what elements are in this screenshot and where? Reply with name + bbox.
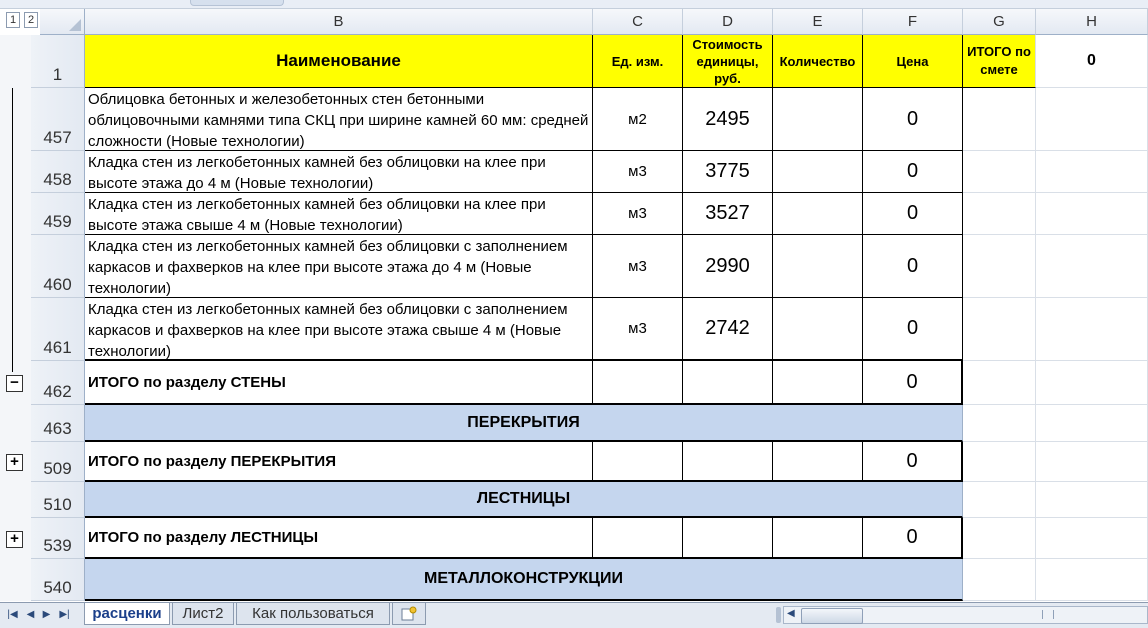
empty-cell[interactable] (963, 559, 1036, 601)
section-total-price-cell[interactable]: 0 (863, 518, 963, 559)
expand-group-button[interactable]: + (6, 531, 23, 548)
empty-cell[interactable] (963, 405, 1036, 442)
section-total-label-cell[interactable]: ИТОГО по разделу ЛЕСТНИЦЫ (85, 518, 593, 559)
empty-cell[interactable] (963, 361, 1036, 405)
empty-cell[interactable] (683, 361, 773, 405)
empty-cell[interactable] (963, 442, 1036, 482)
empty-cell[interactable] (773, 361, 863, 405)
item-unit-cell[interactable]: м3 (593, 235, 683, 298)
empty-cell[interactable] (773, 518, 863, 559)
section-total-label-cell[interactable]: ИТОГО по разделу СТЕНЫ (85, 361, 593, 405)
empty-cell[interactable] (593, 518, 683, 559)
empty-cell[interactable] (1036, 482, 1148, 518)
column-header-f[interactable]: F (863, 9, 963, 35)
section-total-label-cell[interactable]: ИТОГО по разделу ПЕРЕКРЫТИЯ (85, 442, 593, 482)
empty-cell[interactable] (963, 482, 1036, 518)
last-sheet-icon[interactable]: ▶| (59, 609, 70, 620)
item-quantity-cell[interactable] (773, 298, 863, 361)
empty-cell[interactable] (1036, 442, 1148, 482)
item-unit-cell[interactable]: м3 (593, 193, 683, 235)
item-cost-cell[interactable]: 3527 (683, 193, 773, 235)
sheet-tab-bar (0, 602, 1148, 628)
empty-cell[interactable] (963, 193, 1036, 235)
header-price-cell[interactable]: Цена (863, 35, 963, 88)
ribbon-tab-edge (190, 0, 284, 6)
header-unit-cost-cell[interactable]: Стоимость единицы, руб. (683, 35, 773, 88)
section-header-cell[interactable]: ПЕРЕКРЫТИЯ (85, 405, 963, 442)
column-header-d[interactable]: D (683, 9, 773, 35)
expand-group-button[interactable]: + (6, 454, 23, 471)
collapse-group-button[interactable]: − (6, 375, 23, 392)
section-total-price-cell[interactable]: 0 (863, 442, 963, 482)
header-total-value-cell[interactable]: 0 (1036, 35, 1148, 88)
header-unit-cell[interactable]: Ед. изм. (593, 35, 683, 88)
row-header[interactable]: 540 (31, 559, 85, 601)
item-price-cell[interactable]: 0 (863, 88, 963, 151)
item-price-cell[interactable]: 0 (863, 151, 963, 193)
row-header[interactable]: 510 (31, 482, 85, 518)
select-all-corner[interactable] (40, 9, 85, 35)
empty-cell[interactable] (1036, 193, 1148, 235)
empty-cell[interactable] (683, 442, 773, 482)
column-header-h[interactable]: H (1036, 9, 1148, 35)
row-header[interactable]: 459 (31, 193, 85, 235)
prev-sheet-icon[interactable]: ◀ (26, 609, 35, 620)
item-unit-cell[interactable]: м3 (593, 298, 683, 361)
section-header-cell[interactable]: МЕТАЛЛОКОНСТРУКЦИИ (85, 559, 963, 601)
insert-sheet-button[interactable] (392, 603, 426, 625)
empty-cell[interactable] (1036, 235, 1148, 298)
outline-gutter (0, 35, 32, 601)
empty-cell[interactable] (1036, 559, 1148, 601)
header-name-cell[interactable]: Наименование (85, 35, 593, 88)
empty-cell[interactable] (1036, 518, 1148, 559)
insert-sheet-icon (400, 606, 418, 622)
empty-cell[interactable] (963, 518, 1036, 559)
empty-cell[interactable] (963, 88, 1036, 151)
item-price-cell[interactable]: 0 (863, 235, 963, 298)
scrollbar-thumb[interactable] (801, 608, 863, 624)
row-header[interactable]: 539 (31, 518, 85, 559)
empty-cell[interactable] (1036, 361, 1148, 405)
empty-cell[interactable] (683, 518, 773, 559)
empty-cell[interactable] (1036, 405, 1148, 442)
column-header-b[interactable]: B (85, 9, 593, 35)
section-total-price-cell[interactable]: 0 (863, 361, 963, 405)
tab-split-handle[interactable] (776, 607, 781, 623)
item-unit-cell[interactable]: м3 (593, 151, 683, 193)
first-sheet-icon[interactable]: |◀ (7, 609, 18, 620)
item-name-cell[interactable]: Кладка стен из легкобетонных камней без облицовки на клее при высоте этажа до 4 м (Новые технологии) (85, 151, 593, 193)
outline-level-2-button[interactable]: 2 (24, 12, 38, 28)
empty-cell[interactable] (1036, 151, 1148, 193)
scroll-left-icon[interactable]: ◀ (787, 608, 795, 619)
empty-cell[interactable] (963, 235, 1036, 298)
section-header-cell[interactable]: ЛЕСТНИЦЫ (85, 482, 963, 518)
header-quantity-cell[interactable]: Количество (773, 35, 863, 88)
item-cost-cell[interactable]: 2495 (683, 88, 773, 151)
item-price-cell[interactable]: 0 (863, 193, 963, 235)
item-quantity-cell[interactable] (773, 193, 863, 235)
empty-cell[interactable] (593, 442, 683, 482)
row-header[interactable]: 458 (31, 151, 85, 193)
sheet-tab-active[interactable]: расценки (84, 603, 170, 625)
row-header[interactable]: 461 (31, 298, 85, 361)
item-quantity-cell[interactable] (773, 151, 863, 193)
row-header[interactable]: 462 (31, 361, 85, 405)
sheet-tab[interactable]: Как пользоваться (236, 603, 390, 625)
row-header[interactable]: 457 (31, 88, 85, 151)
item-quantity-cell[interactable] (773, 235, 863, 298)
header-total-label-cell[interactable]: ИТОГО по смете (963, 35, 1036, 88)
item-cost-cell[interactable]: 2990 (683, 235, 773, 298)
ribbon-edge (0, 0, 1148, 9)
outline-group-line (12, 88, 13, 372)
item-cost-cell[interactable]: 2742 (683, 298, 773, 361)
item-name-cell[interactable]: Кладка стен из легкобетонных камней без облицовки на клее при высоте этажа свыше 4 м (Новые технологии) (85, 193, 593, 235)
item-price-cell[interactable]: 0 (863, 298, 963, 361)
empty-cell[interactable] (1036, 298, 1148, 361)
next-sheet-icon[interactable]: ▶ (42, 609, 51, 620)
column-header-g[interactable]: G (963, 9, 1036, 35)
item-name-cell[interactable]: Кладка стен из легкобетонных камней без облицовки с заполнением каркасов и фахверков на клее при высоте этажа до 4 м (Новые технологии) (85, 235, 593, 298)
empty-cell[interactable] (963, 151, 1036, 193)
outline-level-1-button[interactable]: 1 (6, 12, 20, 28)
empty-cell[interactable] (1036, 88, 1148, 151)
item-unit-cell[interactable]: м2 (593, 88, 683, 151)
row-header[interactable]: 509 (31, 442, 85, 482)
item-cost-cell[interactable]: 3775 (683, 151, 773, 193)
row-header[interactable]: 460 (31, 235, 85, 298)
row-header[interactable]: 463 (31, 405, 85, 442)
empty-cell[interactable] (963, 298, 1036, 361)
select-all-triangle-icon (69, 19, 81, 31)
scrollbar-grip-icon (1042, 610, 1054, 619)
sheet-tab[interactable]: Лист2 (172, 603, 234, 625)
item-name-cell[interactable]: Кладка стен из легкобетонных камней без облицовки с заполнением каркасов и фахверков на клее при высоте этажа свыше 4 м (Новые технологии) (85, 298, 593, 361)
row-header[interactable]: 1 (31, 35, 85, 88)
horizontal-scrollbar[interactable] (783, 606, 1148, 624)
column-header-c[interactable]: C (593, 9, 683, 35)
empty-cell[interactable] (593, 361, 683, 405)
column-header-e[interactable]: E (773, 9, 863, 35)
item-name-cell[interactable]: Облицовка бетонных и железобетонных стен бетонными облицовочными камнями типа СКЦ при ширине камней 60 мм: средней сложности (Новые технологии) (85, 88, 593, 151)
empty-cell[interactable] (773, 442, 863, 482)
item-quantity-cell[interactable] (773, 88, 863, 151)
